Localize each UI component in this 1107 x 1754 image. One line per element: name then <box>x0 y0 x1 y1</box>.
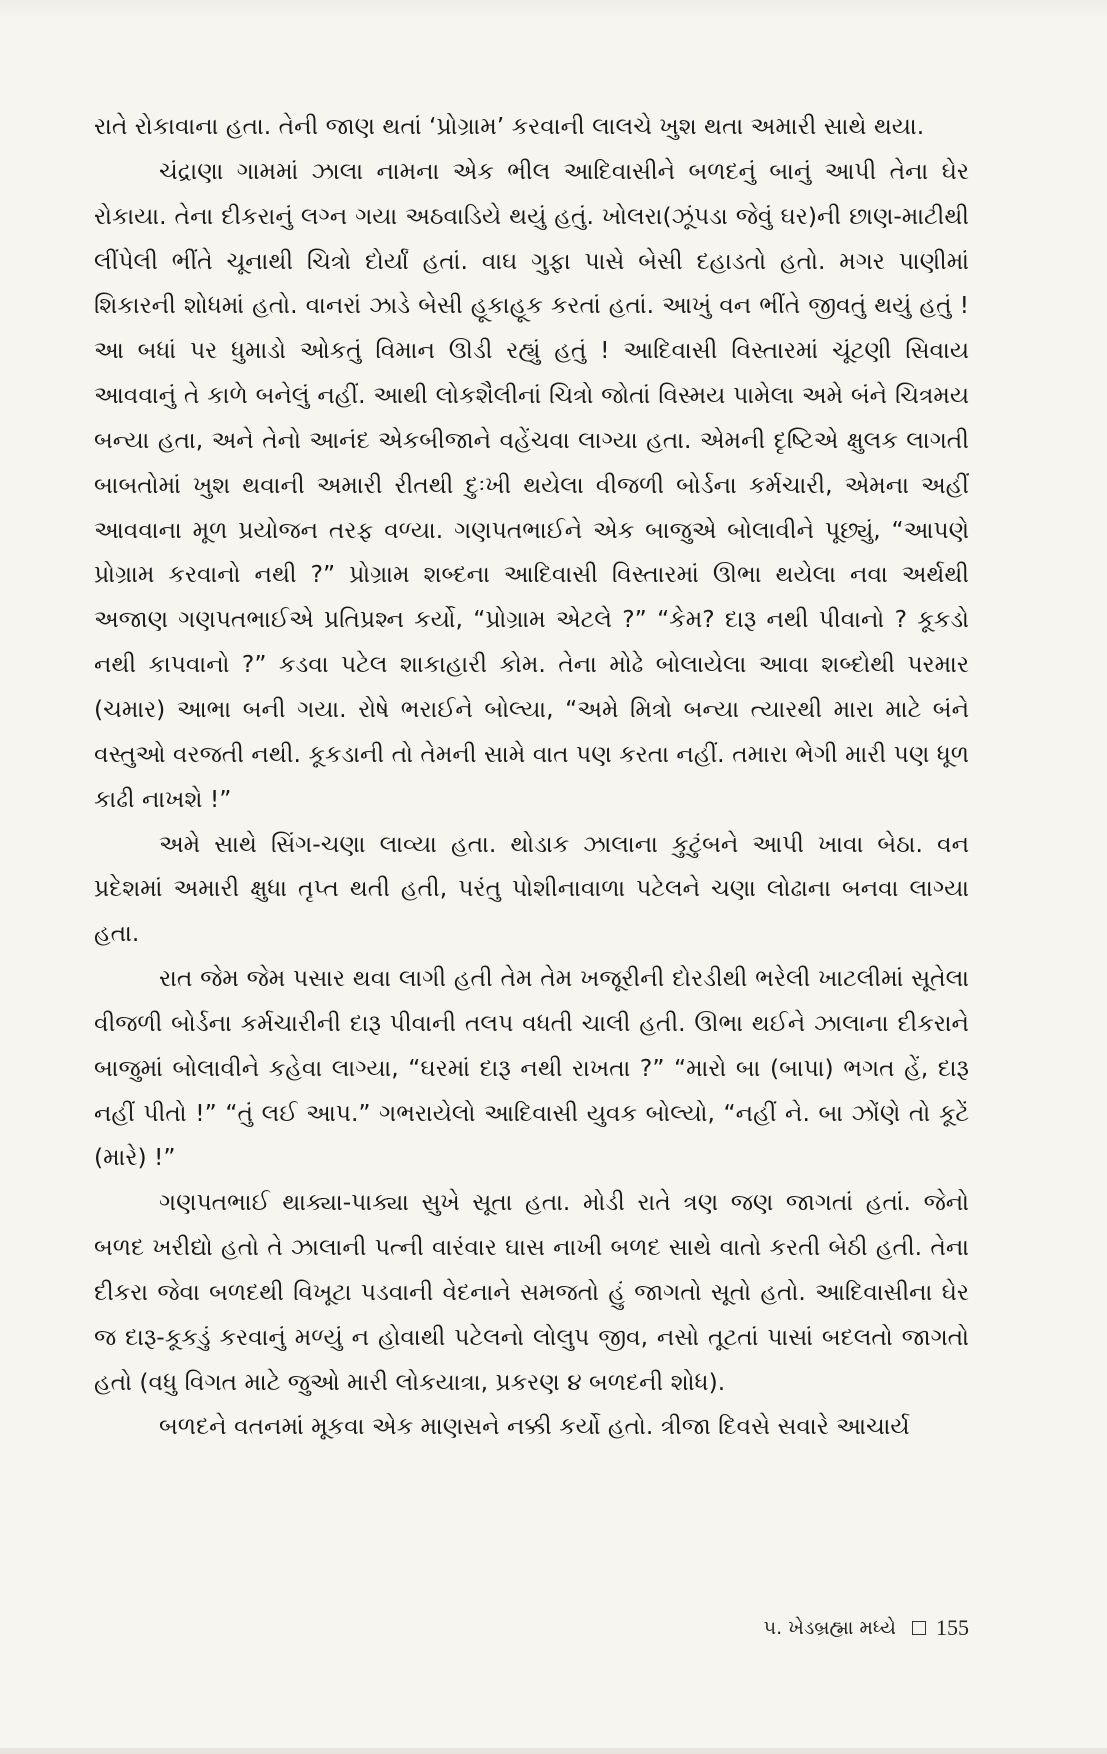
paragraph-5: ગણપતભાઈ થાક્યા-પાક્યા સુખે સૂતા હતા. મોડી રાતે ત્રણ જણ જાગતાં હતાં. જેનો બળદ ખરીદ્યો હતો તે ઝાલાની પત્ની વારંવાર ઘાસ નાખી બળદ સાથે વાતો કરતી બેઠી હતી. તેના દીકરા જેવા બળદથી વિખૂટા પડવાની વેદનાને સમજતો હું જાગતો સૂતો હતો. આદિવાસીના ઘેર જ દારૂ-કૂકડું કરવાનું મળ્યું ન હોવાથી પટેલનો લોલુપ જીવ, નસો તૂટતાં પાસાં બદલતો જાગતો હતો (વધુ વિગત માટે જુઓ મારી લોકયાત્રા, પ્રકરણ ૪ બળદની શોધ). <box>94 1188 969 1396</box>
paragraph-1: રાતે રોકાવાના હતા. તેની જાણ થતાં ‘પ્રોગ્રામ’ કરવાની લાલચે ખુશ થતા અમારી સાથે થયા. <box>94 112 925 140</box>
paragraph-2: ચંદ્રાણા ગામમાં ઝાલા નામના એક ભીલ આદિવાસીને બળદનું બાનું આપી તેના ઘેર રોકાયા. તેના દીકરાનું લગ્ન ગયા અઠવાડિયે થયું હતું. ખોલરા(ઝૂંપડા જેવું ઘર)ની છાણ-માટીથી લીંપેલી ભીંતે ચૂનાથી ચિત્રો દોર્યાં હતાં. વાઘ ગુફા પાસે બેસી દહાડતો હતો. મગર પાણીમાં શિકારની શોધમાં હતો. વાનરાં ઝાડે બેસી હૂકાહૂક કરતાં હતાં. આખું વન ભીંતે જીવતું થયું હતું ! આ બધાં પર ધુમાડો ઓકતું વિમાન ઊડી રહ્યું હતું ! આદિવાસી વિસ્તારમાં ચૂંટણી સિવાય આવવાનું તે કાળે બનેલું નહીં. આથી લોકશૈલીનાં ચિત્રો જોતાં વિસ્મય પામેલા અમે બંને ચિત્રમય બન્યા હતા, અને તેનો આનંદ એકબીજાને વહેંચવા લાગ્યા હતા. એમની દૃષ્ટિએ ક્ષુલક લાગતી બાબતોમાં ખુશ થવાની અમારી રીતથી દુઃખી થયેલા વીજળી બોર્ડના કર્મચારી, એમના અહીં આવવાના મૂળ પ્રયોજન તરફ વળ્યા. ગણપતભાઈને એક બાજુએ બોલાવીને પૂછ્યું, “આપણે પ્રોગ્રામ કરવાનો નથી ?” પ્રોગ્રામ શબ્દના આદિવાસી વિસ્તારમાં ઊભા થયેલા નવા અર્થથી અજાણ ગણપતભાઈએ પ્રતિપ્રશ્ન કર્યો, “પ્રોગ્રામ એટલે ?” “કેમ? દારૂ નથી પીવાનો ? કૂકડો નથી કાપવાનો ?” કડવા પટેલ શાકાહારી કોમ. તેના મોઢે બોલાયેલા આવા શબ્દોથી પરમાર (ચમાર) આભા બની ગયા. રોષે ભરાઈને બોલ્યા, “અમે મિત્રો બન્યા ત્યારથી મારા માટે બંને વસ્તુઓ વરજતી નથી. કૂકડાની તો તેમની સામે વાત પણ કરતા નહીં. તમારા ભેગી મારી પણ ધૂળ કાઢી નાખશે !” <box>94 156 969 813</box>
body-text <box>94 104 969 1449</box>
bottom-edge <box>0 1748 1107 1754</box>
top-bleed-edge <box>0 0 1107 18</box>
paragraph-3: અમે સાથે સિંગ-ચણા લાવ્યા હતા. થોડાક ઝાલાના કુટુંબને આપી ખાવા બેઠા. વન પ્રદેશમાં અમારી ક્ષુધા તૃપ્ત થતી હતી, પરંતુ પોશીનાવાળા પટેલને ચણા લોઢાના બનવા લાગ્યા હતા. <box>94 829 969 948</box>
paragraph-4: રાત જેમ જેમ પસાર થવા લાગી હતી તેમ તેમ ખજૂરીની દોરડીથી ભરેલી ખાટલીમાં સૂતેલા વીજળી બોર્ડના કર્મચારીની દારૂ પીવાની તલપ વધતી ચાલી હતી. ઊભા થઈને ઝાલાના દીકરાને બાજુમાં બોલાવીને કહેવા લાગ્યા, “ઘરમાં દારૂ નથી રાખતા ?” “મારો બા (બાપા) ભગત હેં, દારૂ નહીં પીતો !” “તું લઈ આપ.” ગભરાયેલો આદિવાસી યુવક બોલ્યો, “નહીં ને. બા ઝોંણે તો કૂટેં (મારે) !” <box>94 964 969 1172</box>
square-box-icon <box>912 1621 926 1635</box>
chapter-title: ૫. ખેડબ્રહ્મા મધ્યે <box>763 1617 896 1639</box>
page-footer <box>764 1614 969 1642</box>
page-number: 155 <box>936 1615 969 1640</box>
paragraph-6: બળદને વતનમાં મૂકવા એક માણસને નક્કી કર્યો હતો. ત્રીજા દિવસે સવારે આચાર્ય <box>159 1412 910 1441</box>
